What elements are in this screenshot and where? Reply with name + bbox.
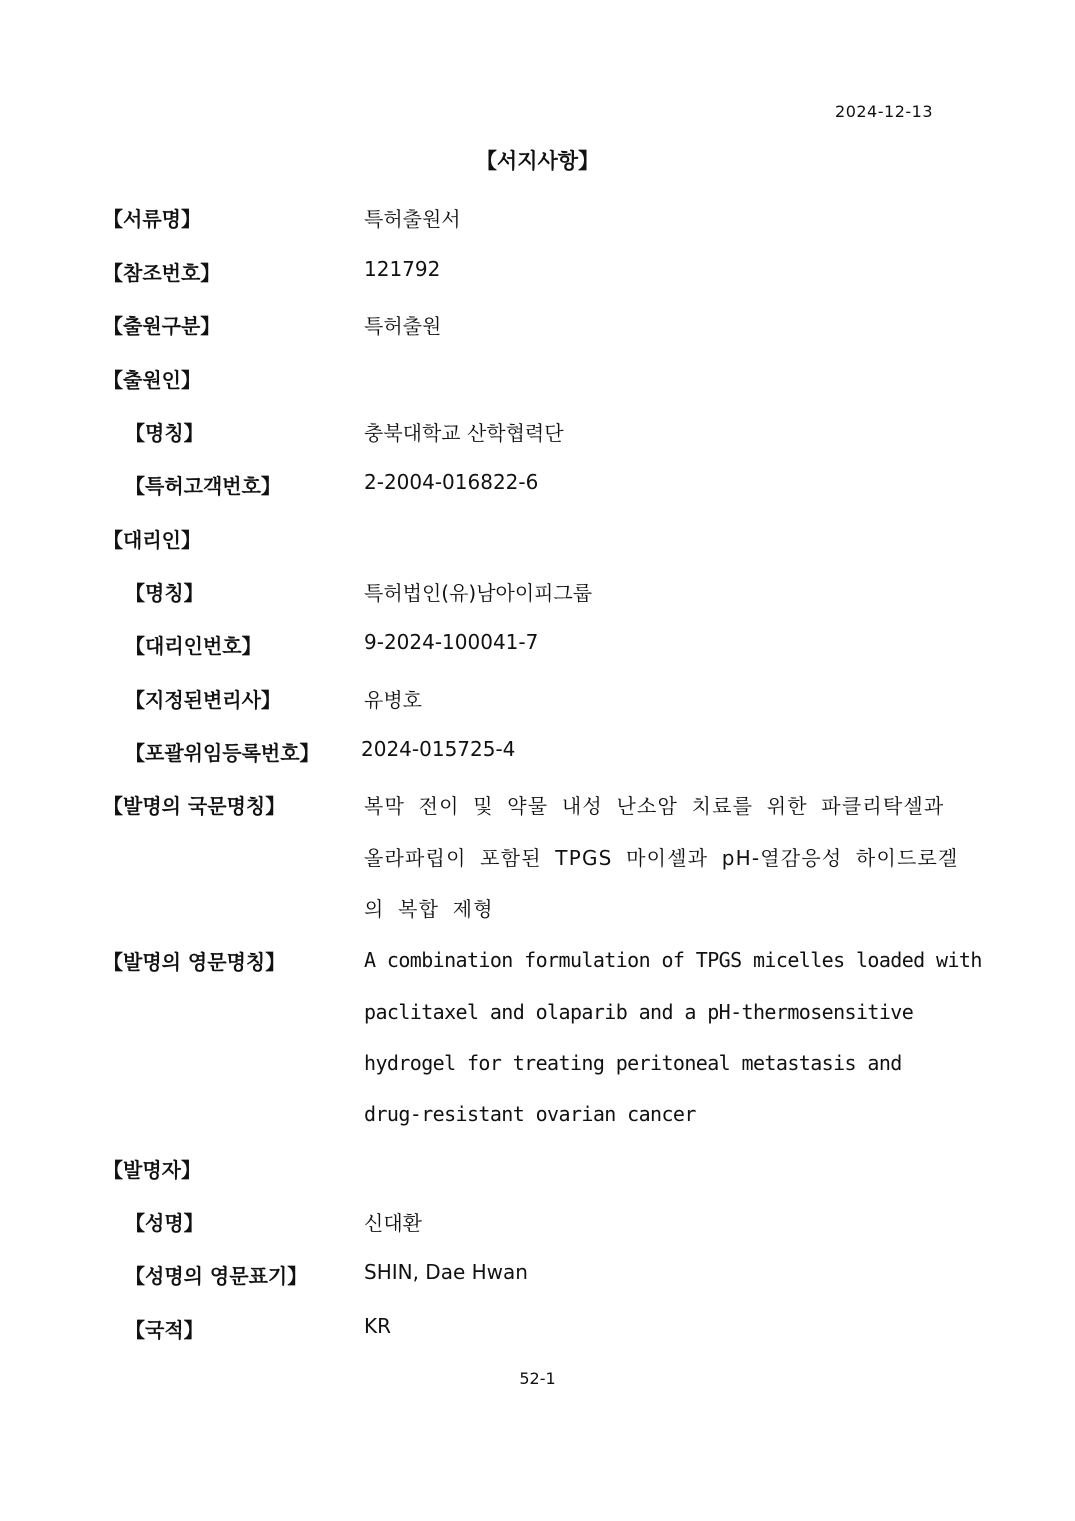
- field-label: 【성명의 영문표기】: [125, 1264, 308, 1288]
- section-heading: 【서지사항】: [475, 149, 600, 173]
- field-value: 9-2024-100041-7: [364, 630, 539, 654]
- field-label: 【지정된변리사】: [125, 688, 281, 712]
- title-en-line: hydrogel for treating peritoneal metastasis and: [364, 1051, 902, 1075]
- document-date: 2024-12-13: [835, 102, 933, 121]
- title-kr-line: 의 복합 제형: [364, 897, 494, 921]
- field-label: 【명칭】: [125, 581, 204, 605]
- field-value: 특허법인(유)남아이피그룹: [364, 581, 593, 605]
- page-number: 52-1: [519, 1369, 556, 1388]
- field-value: KR: [364, 1314, 392, 1338]
- title-en-line: A combination formulation of TPGS micelles loaded with: [364, 948, 982, 972]
- field-value: 2024-015725-4: [361, 737, 516, 761]
- field-value: 121792: [364, 257, 441, 281]
- field-label: 【출원구분】: [103, 314, 221, 338]
- field-value: 2-2004-016822-6: [364, 470, 539, 494]
- field-label: 【포괄위임등록번호】: [125, 741, 320, 765]
- section-label: 【출원인】: [103, 368, 201, 392]
- section-label: 【대리인】: [103, 528, 201, 552]
- section-label: 【발명자】: [103, 1158, 201, 1182]
- field-value: 특허출원: [364, 314, 442, 338]
- title-en-line: paclitaxel and olaparib and a pH-thermosensitive: [364, 1000, 914, 1024]
- field-value: SHIN, Dae Hwan: [364, 1260, 528, 1284]
- field-label: 【명칭】: [125, 421, 204, 445]
- field-label: 【발명의 국문명칭】: [103, 794, 286, 818]
- field-label: 【서류명】: [103, 207, 201, 231]
- field-label: 【발명의 영문명칭】: [103, 950, 286, 974]
- field-label: 【성명】: [125, 1211, 204, 1235]
- field-value: 신대환: [364, 1211, 422, 1235]
- field-value: 충북대학교 산학협력단: [364, 421, 564, 445]
- field-value: 유병호: [364, 688, 422, 712]
- field-label: 【국적】: [125, 1318, 204, 1342]
- field-value: 특허출원서: [364, 207, 461, 231]
- title-kr-line: 복막 전이 및 약물 내성 난소암 치료를 위한 파클리탁셀과: [364, 794, 945, 818]
- field-label: 【특허고객번호】: [125, 474, 281, 498]
- field-label: 【대리인번호】: [125, 634, 262, 658]
- title-en-line: drug-resistant ovarian cancer: [364, 1102, 696, 1126]
- field-label: 【참조번호】: [103, 261, 221, 285]
- title-kr-line: 올라파립이 포함된 TPGS 마이셀과 pH-열감응성 하이드로겔: [364, 846, 959, 870]
